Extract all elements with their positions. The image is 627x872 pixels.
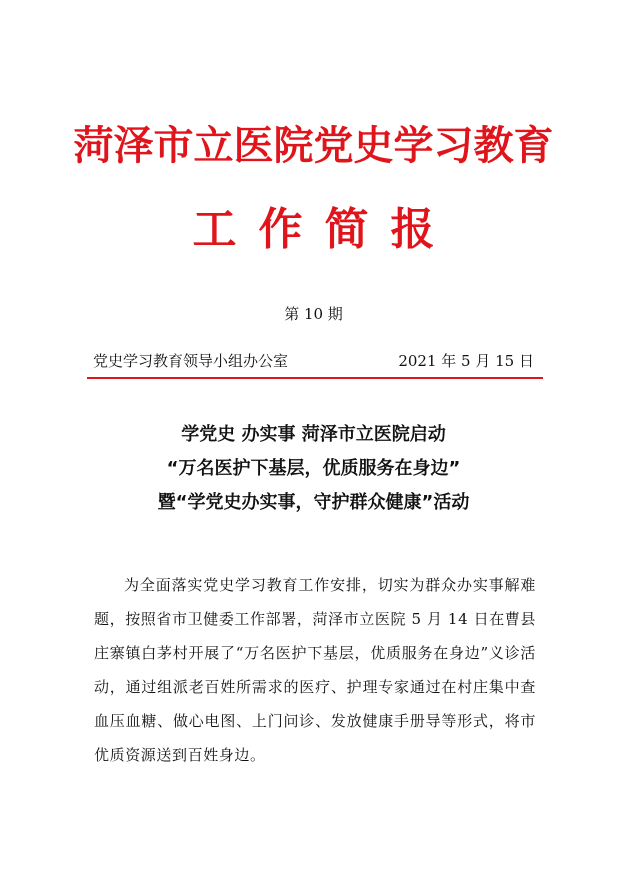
article-headline-line-3: 暨“学党史办实事，守护群众健康”活动 [157,492,470,513]
issue-date: 2021 年 5 月 15 日 [398,352,534,370]
article-body: 为全面落实党史学习教育工作安排，切实为群众办实事解难题，按照省市卫健委工作部署，菏泽市立医院 5 月 14 日在曹县庄寨镇白茅村开展了“万名医护下基层，优质服务在身边”义诊活动，通过组派老百姓所需求的医疗、护理专家通过在村庄集中查血压血糖、做心电图、上门问诊、发放健康手册导等形式，将市优质资源送到百姓身边。 [94,576,536,764]
red-divider [87,377,543,379]
issue-number: 第 10 期 [284,305,343,323]
masthead-subtitle: 工作简报 [192,204,457,255]
masthead-title: 菏泽市立医院党史学习教育 [73,122,554,169]
meta-row [93,350,534,372]
issuing-office: 党史学习教育领导小组办公室 [93,352,289,370]
article-headline-line-2: “万名医护下基层，优质服务在身边” [166,458,461,479]
article-headline-line-1: 学党史 办实事 菏泽市立医院启动 [181,424,446,445]
